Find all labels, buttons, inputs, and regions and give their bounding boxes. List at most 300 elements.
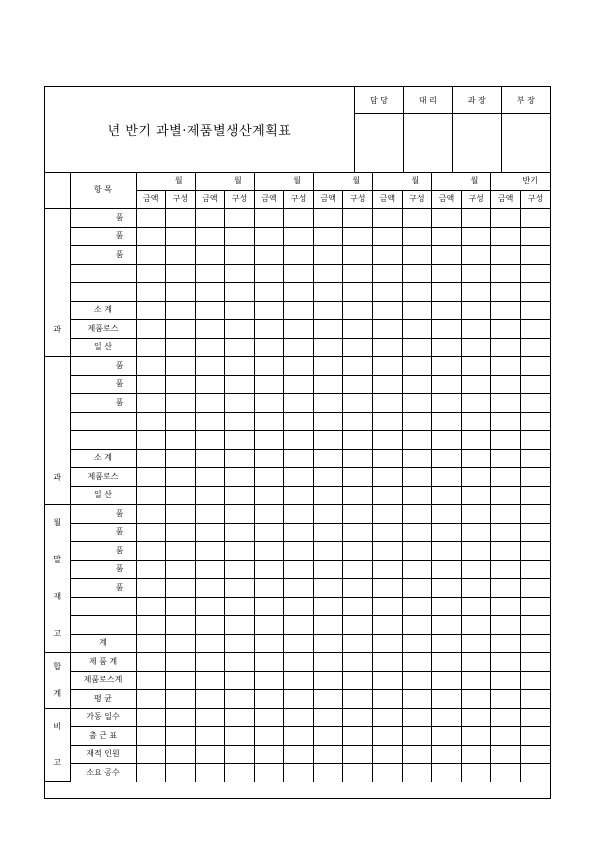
ratio-cell[interactable] xyxy=(520,412,550,431)
amount-cell[interactable] xyxy=(491,727,521,746)
ratio-cell[interactable] xyxy=(343,708,373,727)
amount-cell[interactable] xyxy=(313,246,343,265)
ratio-cell[interactable] xyxy=(343,227,373,246)
ratio-cell[interactable] xyxy=(343,264,373,283)
amount-cell[interactable] xyxy=(195,375,225,394)
amount-cell[interactable] xyxy=(373,764,403,782)
amount-cell[interactable] xyxy=(313,264,343,283)
ratio-cell[interactable] xyxy=(225,246,255,265)
amount-cell[interactable] xyxy=(195,727,225,746)
amount-cell[interactable] xyxy=(136,690,166,709)
amount-cell[interactable] xyxy=(491,708,521,727)
amount-cell[interactable] xyxy=(136,394,166,413)
amount-cell[interactable] xyxy=(373,727,403,746)
amount-cell[interactable] xyxy=(136,542,166,561)
amount-cell[interactable] xyxy=(313,690,343,709)
ratio-cell[interactable] xyxy=(166,505,196,524)
ratio-cell[interactable] xyxy=(284,301,314,320)
amount-cell[interactable] xyxy=(254,338,284,357)
ratio-cell[interactable] xyxy=(166,616,196,635)
ratio-cell[interactable] xyxy=(520,653,550,672)
ratio-cell[interactable] xyxy=(402,579,432,598)
ratio-cell[interactable] xyxy=(520,320,550,339)
amount-cell[interactable] xyxy=(313,301,343,320)
ratio-cell[interactable] xyxy=(461,375,491,394)
ratio-cell[interactable] xyxy=(284,394,314,413)
amount-cell[interactable] xyxy=(195,597,225,616)
ratio-cell[interactable] xyxy=(225,264,255,283)
amount-cell[interactable] xyxy=(254,394,284,413)
ratio-cell[interactable] xyxy=(461,560,491,579)
amount-cell[interactable] xyxy=(373,505,403,524)
ratio-cell[interactable] xyxy=(225,301,255,320)
amount-cell[interactable] xyxy=(491,560,521,579)
amount-cell[interactable] xyxy=(195,486,225,505)
ratio-cell[interactable] xyxy=(343,320,373,339)
amount-cell[interactable] xyxy=(254,209,284,228)
amount-cell[interactable] xyxy=(136,616,166,635)
ratio-cell[interactable] xyxy=(343,542,373,561)
ratio-cell[interactable] xyxy=(461,264,491,283)
amount-cell[interactable] xyxy=(373,246,403,265)
ratio-cell[interactable] xyxy=(461,708,491,727)
amount-cell[interactable] xyxy=(432,431,462,450)
amount-cell[interactable] xyxy=(432,560,462,579)
amount-cell[interactable] xyxy=(432,357,462,376)
amount-cell[interactable] xyxy=(373,542,403,561)
ratio-cell[interactable] xyxy=(343,338,373,357)
amount-cell[interactable] xyxy=(313,394,343,413)
amount-cell[interactable] xyxy=(195,579,225,598)
ratio-cell[interactable] xyxy=(225,375,255,394)
ratio-cell[interactable] xyxy=(343,357,373,376)
ratio-cell[interactable] xyxy=(343,671,373,690)
ratio-cell[interactable] xyxy=(284,634,314,653)
amount-cell[interactable] xyxy=(373,209,403,228)
ratio-cell[interactable] xyxy=(520,301,550,320)
ratio-cell[interactable] xyxy=(166,246,196,265)
ratio-cell[interactable] xyxy=(284,412,314,431)
amount-cell[interactable] xyxy=(136,338,166,357)
amount-cell[interactable] xyxy=(432,764,462,782)
ratio-cell[interactable] xyxy=(225,542,255,561)
ratio-cell[interactable] xyxy=(402,338,432,357)
amount-cell[interactable] xyxy=(136,597,166,616)
ratio-cell[interactable] xyxy=(284,431,314,450)
ratio-cell[interactable] xyxy=(520,486,550,505)
ratio-cell[interactable] xyxy=(284,357,314,376)
ratio-cell[interactable] xyxy=(520,579,550,598)
amount-cell[interactable] xyxy=(432,264,462,283)
amount-cell[interactable] xyxy=(313,764,343,782)
ratio-cell[interactable] xyxy=(520,394,550,413)
ratio-cell[interactable] xyxy=(520,708,550,727)
amount-cell[interactable] xyxy=(491,745,521,764)
amount-cell[interactable] xyxy=(313,227,343,246)
ratio-cell[interactable] xyxy=(284,449,314,468)
ratio-cell[interactable] xyxy=(284,597,314,616)
amount-cell[interactable] xyxy=(136,320,166,339)
amount-cell[interactable] xyxy=(195,468,225,487)
ratio-cell[interactable] xyxy=(520,246,550,265)
amount-cell[interactable] xyxy=(136,227,166,246)
ratio-cell[interactable] xyxy=(402,301,432,320)
amount-cell[interactable] xyxy=(491,394,521,413)
amount-cell[interactable] xyxy=(195,209,225,228)
amount-cell[interactable] xyxy=(373,431,403,450)
ratio-cell[interactable] xyxy=(284,486,314,505)
ratio-cell[interactable] xyxy=(225,523,255,542)
approval-sign-cell[interactable] xyxy=(403,114,452,173)
amount-cell[interactable] xyxy=(254,560,284,579)
amount-cell[interactable] xyxy=(136,634,166,653)
ratio-cell[interactable] xyxy=(343,449,373,468)
ratio-cell[interactable] xyxy=(520,560,550,579)
amount-cell[interactable] xyxy=(491,449,521,468)
ratio-cell[interactable] xyxy=(225,227,255,246)
amount-cell[interactable] xyxy=(254,431,284,450)
amount-cell[interactable] xyxy=(254,357,284,376)
amount-cell[interactable] xyxy=(313,560,343,579)
ratio-cell[interactable] xyxy=(520,597,550,616)
amount-cell[interactable] xyxy=(136,727,166,746)
amount-cell[interactable] xyxy=(432,690,462,709)
ratio-cell[interactable] xyxy=(166,671,196,690)
amount-cell[interactable] xyxy=(432,634,462,653)
amount-cell[interactable] xyxy=(313,597,343,616)
ratio-cell[interactable] xyxy=(225,764,255,782)
amount-cell[interactable] xyxy=(195,338,225,357)
ratio-cell[interactable] xyxy=(343,634,373,653)
amount-cell[interactable] xyxy=(313,671,343,690)
amount-cell[interactable] xyxy=(195,264,225,283)
ratio-cell[interactable] xyxy=(166,283,196,302)
amount-cell[interactable] xyxy=(136,412,166,431)
ratio-cell[interactable] xyxy=(343,486,373,505)
ratio-cell[interactable] xyxy=(461,579,491,598)
ratio-cell[interactable] xyxy=(461,431,491,450)
ratio-cell[interactable] xyxy=(284,764,314,782)
amount-cell[interactable] xyxy=(373,671,403,690)
ratio-cell[interactable] xyxy=(166,597,196,616)
ratio-cell[interactable] xyxy=(225,616,255,635)
ratio-cell[interactable] xyxy=(225,209,255,228)
amount-cell[interactable] xyxy=(254,449,284,468)
amount-cell[interactable] xyxy=(491,246,521,265)
amount-cell[interactable] xyxy=(313,505,343,524)
amount-cell[interactable] xyxy=(373,227,403,246)
amount-cell[interactable] xyxy=(195,764,225,782)
ratio-cell[interactable] xyxy=(284,375,314,394)
amount-cell[interactable] xyxy=(136,653,166,672)
amount-cell[interactable] xyxy=(432,394,462,413)
amount-cell[interactable] xyxy=(432,616,462,635)
amount-cell[interactable] xyxy=(136,264,166,283)
ratio-cell[interactable] xyxy=(520,468,550,487)
ratio-cell[interactable] xyxy=(461,653,491,672)
amount-cell[interactable] xyxy=(373,597,403,616)
ratio-cell[interactable] xyxy=(343,375,373,394)
amount-cell[interactable] xyxy=(491,542,521,561)
amount-cell[interactable] xyxy=(491,357,521,376)
ratio-cell[interactable] xyxy=(402,412,432,431)
ratio-cell[interactable] xyxy=(402,431,432,450)
amount-cell[interactable] xyxy=(373,357,403,376)
amount-cell[interactable] xyxy=(491,431,521,450)
approval-sign-cell[interactable] xyxy=(355,114,404,173)
amount-cell[interactable] xyxy=(491,412,521,431)
amount-cell[interactable] xyxy=(136,449,166,468)
ratio-cell[interactable] xyxy=(520,727,550,746)
amount-cell[interactable] xyxy=(254,375,284,394)
ratio-cell[interactable] xyxy=(166,412,196,431)
amount-cell[interactable] xyxy=(373,468,403,487)
amount-cell[interactable] xyxy=(432,338,462,357)
amount-cell[interactable] xyxy=(373,560,403,579)
ratio-cell[interactable] xyxy=(402,320,432,339)
amount-cell[interactable] xyxy=(491,227,521,246)
amount-cell[interactable] xyxy=(254,468,284,487)
ratio-cell[interactable] xyxy=(402,246,432,265)
amount-cell[interactable] xyxy=(195,542,225,561)
amount-cell[interactable] xyxy=(313,209,343,228)
amount-cell[interactable] xyxy=(432,579,462,598)
amount-cell[interactable] xyxy=(313,468,343,487)
approval-sign-cell[interactable] xyxy=(452,114,501,173)
ratio-cell[interactable] xyxy=(461,320,491,339)
ratio-cell[interactable] xyxy=(284,653,314,672)
amount-cell[interactable] xyxy=(254,616,284,635)
amount-cell[interactable] xyxy=(254,708,284,727)
ratio-cell[interactable] xyxy=(343,301,373,320)
amount-cell[interactable] xyxy=(373,449,403,468)
amount-cell[interactable] xyxy=(195,320,225,339)
ratio-cell[interactable] xyxy=(343,523,373,542)
ratio-cell[interactable] xyxy=(225,486,255,505)
ratio-cell[interactable] xyxy=(225,431,255,450)
amount-cell[interactable] xyxy=(195,616,225,635)
amount-cell[interactable] xyxy=(195,283,225,302)
amount-cell[interactable] xyxy=(373,375,403,394)
amount-cell[interactable] xyxy=(491,264,521,283)
amount-cell[interactable] xyxy=(195,357,225,376)
ratio-cell[interactable] xyxy=(166,264,196,283)
ratio-cell[interactable] xyxy=(284,727,314,746)
amount-cell[interactable] xyxy=(491,634,521,653)
amount-cell[interactable] xyxy=(136,468,166,487)
ratio-cell[interactable] xyxy=(461,283,491,302)
ratio-cell[interactable] xyxy=(166,394,196,413)
ratio-cell[interactable] xyxy=(402,227,432,246)
ratio-cell[interactable] xyxy=(402,727,432,746)
amount-cell[interactable] xyxy=(313,283,343,302)
ratio-cell[interactable] xyxy=(284,523,314,542)
amount-cell[interactable] xyxy=(432,597,462,616)
ratio-cell[interactable] xyxy=(343,727,373,746)
amount-cell[interactable] xyxy=(491,764,521,782)
ratio-cell[interactable] xyxy=(520,671,550,690)
ratio-cell[interactable] xyxy=(284,283,314,302)
amount-cell[interactable] xyxy=(373,320,403,339)
ratio-cell[interactable] xyxy=(284,209,314,228)
ratio-cell[interactable] xyxy=(520,227,550,246)
ratio-cell[interactable] xyxy=(343,246,373,265)
ratio-cell[interactable] xyxy=(343,764,373,782)
ratio-cell[interactable] xyxy=(520,764,550,782)
amount-cell[interactable] xyxy=(254,579,284,598)
ratio-cell[interactable] xyxy=(166,486,196,505)
amount-cell[interactable] xyxy=(432,283,462,302)
ratio-cell[interactable] xyxy=(402,653,432,672)
amount-cell[interactable] xyxy=(432,653,462,672)
amount-cell[interactable] xyxy=(195,690,225,709)
amount-cell[interactable] xyxy=(136,523,166,542)
ratio-cell[interactable] xyxy=(343,431,373,450)
amount-cell[interactable] xyxy=(313,727,343,746)
ratio-cell[interactable] xyxy=(284,708,314,727)
amount-cell[interactable] xyxy=(195,634,225,653)
ratio-cell[interactable] xyxy=(461,690,491,709)
amount-cell[interactable] xyxy=(432,468,462,487)
ratio-cell[interactable] xyxy=(166,449,196,468)
amount-cell[interactable] xyxy=(136,375,166,394)
amount-cell[interactable] xyxy=(136,764,166,782)
ratio-cell[interactable] xyxy=(225,412,255,431)
ratio-cell[interactable] xyxy=(461,745,491,764)
ratio-cell[interactable] xyxy=(520,690,550,709)
amount-cell[interactable] xyxy=(136,560,166,579)
ratio-cell[interactable] xyxy=(166,708,196,727)
ratio-cell[interactable] xyxy=(225,597,255,616)
ratio-cell[interactable] xyxy=(343,209,373,228)
ratio-cell[interactable] xyxy=(284,320,314,339)
amount-cell[interactable] xyxy=(373,486,403,505)
amount-cell[interactable] xyxy=(491,486,521,505)
amount-cell[interactable] xyxy=(136,246,166,265)
ratio-cell[interactable] xyxy=(461,246,491,265)
ratio-cell[interactable] xyxy=(284,468,314,487)
amount-cell[interactable] xyxy=(136,431,166,450)
amount-cell[interactable] xyxy=(254,301,284,320)
ratio-cell[interactable] xyxy=(402,264,432,283)
ratio-cell[interactable] xyxy=(284,338,314,357)
amount-cell[interactable] xyxy=(254,653,284,672)
ratio-cell[interactable] xyxy=(166,468,196,487)
ratio-cell[interactable] xyxy=(402,671,432,690)
ratio-cell[interactable] xyxy=(520,283,550,302)
ratio-cell[interactable] xyxy=(166,431,196,450)
ratio-cell[interactable] xyxy=(402,209,432,228)
ratio-cell[interactable] xyxy=(225,634,255,653)
amount-cell[interactable] xyxy=(373,523,403,542)
ratio-cell[interactable] xyxy=(520,542,550,561)
amount-cell[interactable] xyxy=(136,579,166,598)
ratio-cell[interactable] xyxy=(166,727,196,746)
amount-cell[interactable] xyxy=(491,579,521,598)
ratio-cell[interactable] xyxy=(343,579,373,598)
amount-cell[interactable] xyxy=(254,505,284,524)
amount-cell[interactable] xyxy=(195,449,225,468)
amount-cell[interactable] xyxy=(373,745,403,764)
ratio-cell[interactable] xyxy=(402,523,432,542)
amount-cell[interactable] xyxy=(313,579,343,598)
amount-cell[interactable] xyxy=(491,209,521,228)
ratio-cell[interactable] xyxy=(166,764,196,782)
ratio-cell[interactable] xyxy=(225,745,255,764)
amount-cell[interactable] xyxy=(136,505,166,524)
ratio-cell[interactable] xyxy=(520,745,550,764)
amount-cell[interactable] xyxy=(373,412,403,431)
ratio-cell[interactable] xyxy=(402,764,432,782)
ratio-cell[interactable] xyxy=(402,505,432,524)
amount-cell[interactable] xyxy=(491,671,521,690)
ratio-cell[interactable] xyxy=(343,468,373,487)
ratio-cell[interactable] xyxy=(461,357,491,376)
amount-cell[interactable] xyxy=(373,634,403,653)
ratio-cell[interactable] xyxy=(402,486,432,505)
ratio-cell[interactable] xyxy=(343,597,373,616)
amount-cell[interactable] xyxy=(491,653,521,672)
ratio-cell[interactable] xyxy=(284,560,314,579)
amount-cell[interactable] xyxy=(136,283,166,302)
ratio-cell[interactable] xyxy=(461,542,491,561)
ratio-cell[interactable] xyxy=(461,338,491,357)
amount-cell[interactable] xyxy=(136,357,166,376)
ratio-cell[interactable] xyxy=(284,542,314,561)
amount-cell[interactable] xyxy=(254,523,284,542)
amount-cell[interactable] xyxy=(195,394,225,413)
ratio-cell[interactable] xyxy=(343,505,373,524)
ratio-cell[interactable] xyxy=(402,634,432,653)
ratio-cell[interactable] xyxy=(520,449,550,468)
amount-cell[interactable] xyxy=(254,320,284,339)
amount-cell[interactable] xyxy=(195,412,225,431)
amount-cell[interactable] xyxy=(195,653,225,672)
ratio-cell[interactable] xyxy=(461,764,491,782)
amount-cell[interactable] xyxy=(195,505,225,524)
amount-cell[interactable] xyxy=(313,542,343,561)
ratio-cell[interactable] xyxy=(166,338,196,357)
amount-cell[interactable] xyxy=(373,394,403,413)
amount-cell[interactable] xyxy=(313,486,343,505)
ratio-cell[interactable] xyxy=(284,246,314,265)
amount-cell[interactable] xyxy=(136,708,166,727)
amount-cell[interactable] xyxy=(491,283,521,302)
ratio-cell[interactable] xyxy=(402,542,432,561)
ratio-cell[interactable] xyxy=(461,634,491,653)
amount-cell[interactable] xyxy=(254,764,284,782)
amount-cell[interactable] xyxy=(491,597,521,616)
amount-cell[interactable] xyxy=(373,283,403,302)
ratio-cell[interactable] xyxy=(461,523,491,542)
ratio-cell[interactable] xyxy=(284,690,314,709)
ratio-cell[interactable] xyxy=(284,264,314,283)
ratio-cell[interactable] xyxy=(402,708,432,727)
amount-cell[interactable] xyxy=(491,338,521,357)
ratio-cell[interactable] xyxy=(166,542,196,561)
ratio-cell[interactable] xyxy=(461,412,491,431)
amount-cell[interactable] xyxy=(313,634,343,653)
amount-cell[interactable] xyxy=(432,209,462,228)
ratio-cell[interactable] xyxy=(225,357,255,376)
amount-cell[interactable] xyxy=(373,653,403,672)
amount-cell[interactable] xyxy=(254,597,284,616)
ratio-cell[interactable] xyxy=(284,579,314,598)
amount-cell[interactable] xyxy=(195,745,225,764)
ratio-cell[interactable] xyxy=(461,486,491,505)
amount-cell[interactable] xyxy=(254,227,284,246)
amount-cell[interactable] xyxy=(136,301,166,320)
